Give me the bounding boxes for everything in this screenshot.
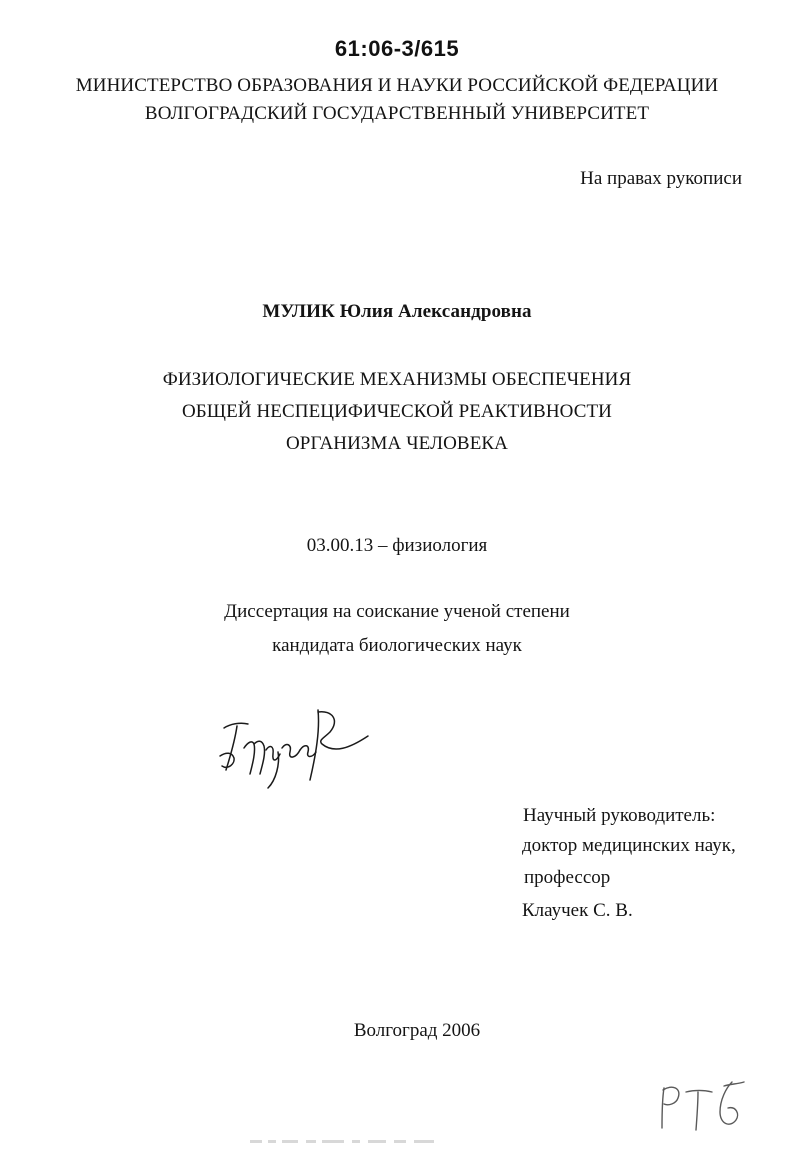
rights-note: На правах рукописи	[580, 168, 742, 189]
place-year: Волгоград 2006	[353, 1020, 481, 1041]
title-line-2: ОБЩЕЙ НЕСПЕЦИФИЧЕСКОЙ РЕАКТИВНОСТИ	[181, 401, 613, 422]
degree-line-2: кандидата биологических наук	[272, 635, 522, 656]
supervisor-degree: доктор медицинских наук,	[522, 835, 736, 856]
supervisor-label: Научный руководитель:	[523, 805, 716, 826]
scan-edge-marks	[250, 1138, 460, 1146]
specialty-code: 03.00.13 – физиология	[306, 535, 488, 556]
degree-line-1: Диссертация на соискание ученой степени	[224, 601, 570, 622]
handwritten-signature	[210, 700, 380, 790]
supervisor-name: Клаучек С. В.	[522, 900, 633, 921]
pencil-annotation	[654, 1078, 750, 1136]
university-heading: ВОЛГОГРАДСКИЙ ГОСУДАРСТВЕННЫЙ УНИВЕРСИТЕТ	[144, 103, 650, 124]
title-line-1: ФИЗИОЛОГИЧЕСКИЕ МЕХАНИЗМЫ ОБЕСПЕЧЕНИЯ	[162, 369, 632, 390]
title-line-3: ОРГАНИЗМА ЧЕЛОВЕКА	[285, 433, 509, 454]
archive-stamp-number: 61:06-3/615	[334, 36, 460, 61]
author-name: МУЛИК Юлия Александровна	[262, 301, 532, 322]
ministry-heading: МИНИСТЕРСТВО ОБРАЗОВАНИЯ И НАУКИ РОССИЙСКОЙ ФЕДЕРАЦИИ	[75, 75, 719, 96]
supervisor-rank: профессор	[524, 867, 611, 888]
